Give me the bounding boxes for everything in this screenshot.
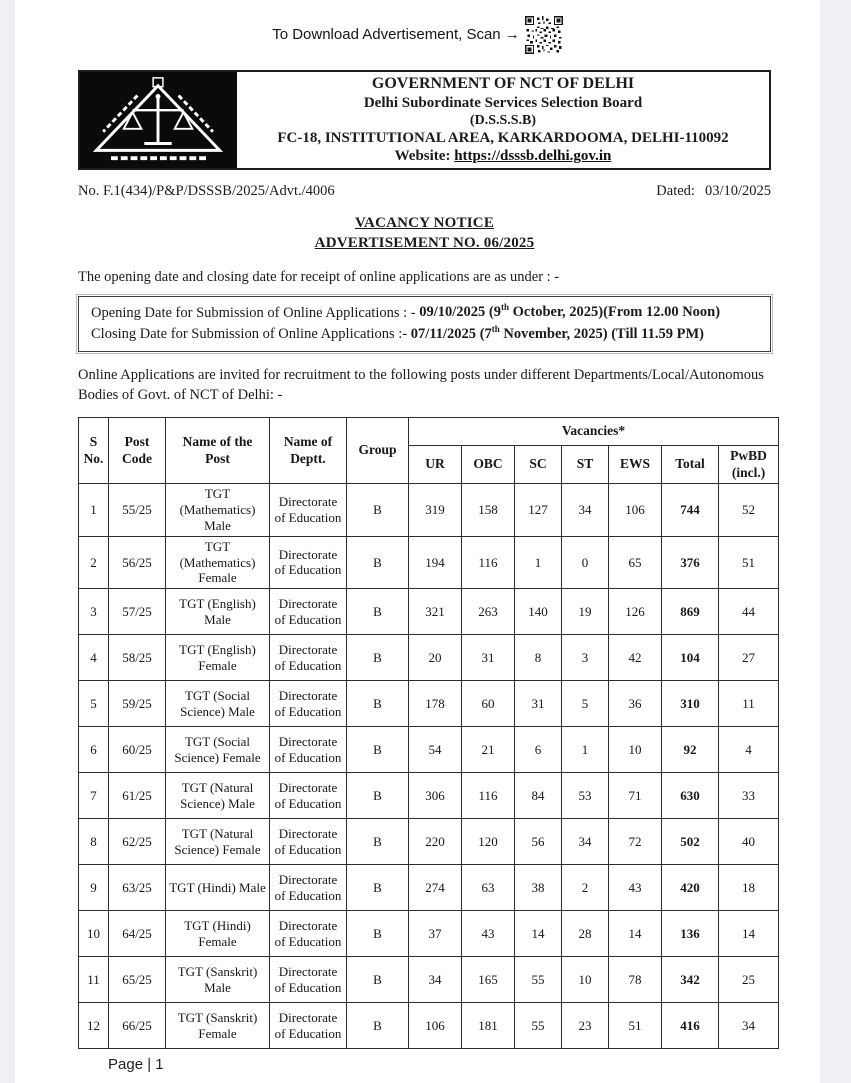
cell-st: 34 [562, 484, 609, 537]
cell-ews: 36 [609, 681, 662, 727]
cell-sc: 31 [515, 681, 562, 727]
cell-sno: 7 [79, 773, 109, 819]
cell-st: 53 [562, 773, 609, 819]
table-row [79, 727, 779, 773]
dated: Dated: 03/10/2025 [656, 183, 771, 199]
cell-post_name: TGT (Mathematics) Female [166, 536, 270, 589]
cell-total: 416 [662, 1003, 719, 1049]
cell-obc: 63 [462, 865, 515, 911]
cell-group: B [347, 681, 409, 727]
table-row [79, 865, 779, 911]
letterhead [78, 70, 771, 170]
reference-row [78, 183, 771, 200]
cell-post_name: TGT (Natural Science) Male [166, 773, 270, 819]
cell-ews: 43 [609, 865, 662, 911]
table-row [79, 773, 779, 819]
cell-pwbd: 40 [719, 819, 779, 865]
board-name: Delhi Subordinate Services Selection Board [363, 94, 643, 111]
cell-dept: Directorate of Education [270, 911, 347, 957]
cell-post_name: TGT (Mathematics) Male [166, 484, 270, 537]
header-vacancies: Vacancies* [409, 418, 779, 446]
cell-st: 28 [562, 911, 609, 957]
cell-obc: 21 [462, 727, 515, 773]
cell-group: B [347, 911, 409, 957]
cell-pwbd: 18 [719, 865, 779, 911]
cell-group: B [347, 727, 409, 773]
header-post-name: Name of the Post [166, 418, 270, 484]
cell-sc: 1 [515, 536, 562, 589]
cell-total: 342 [662, 957, 719, 1003]
header-pwbd: PwBD (incl.) [719, 446, 779, 484]
application-dates-box [78, 296, 771, 353]
dsssb-logo-icon [80, 72, 237, 168]
cell-post_name: TGT (Hindi) Male [166, 865, 270, 911]
cell-ur: 37 [409, 911, 462, 957]
cell-obc: 116 [462, 536, 515, 589]
cell-sc: 127 [515, 484, 562, 537]
cell-dept: Directorate of Education [270, 957, 347, 1003]
cell-pwbd: 11 [719, 681, 779, 727]
cell-total: 92 [662, 727, 719, 773]
cell-st: 3 [562, 635, 609, 681]
cell-post_name: TGT (Social Science) Male [166, 681, 270, 727]
cell-sno: 4 [79, 635, 109, 681]
header-total: Total [662, 446, 719, 484]
cell-total: 420 [662, 865, 719, 911]
cell-pwbd: 52 [719, 484, 779, 537]
table-row [79, 819, 779, 865]
header-sno: S No. [79, 418, 109, 484]
cell-sc: 84 [515, 773, 562, 819]
cell-ur: 178 [409, 681, 462, 727]
cell-dept: Directorate of Education [270, 484, 347, 537]
advertisement-no-title: ADVERTISEMENT NO. 06/2025 [314, 235, 535, 252]
scan-instruction-row [15, 0, 820, 56]
cell-dept: Directorate of Education [270, 773, 347, 819]
cell-sc: 6 [515, 727, 562, 773]
scan-instruction-text: To Download Advertisement, Scan → [272, 26, 520, 43]
cell-sc: 56 [515, 819, 562, 865]
cell-post_name: TGT (Natural Science) Female [166, 819, 270, 865]
header-ews: EWS [609, 446, 662, 484]
header-ur: UR [409, 446, 462, 484]
vacancy-table [78, 417, 779, 1049]
cell-group: B [347, 957, 409, 1003]
header-dept: Name of Deptt. [270, 418, 347, 484]
cell-ur: 54 [409, 727, 462, 773]
cell-pwbd: 4 [719, 727, 779, 773]
cell-post_code: 56/25 [109, 536, 166, 589]
cell-sc: 8 [515, 635, 562, 681]
cell-sc: 55 [515, 1003, 562, 1049]
cell-st: 0 [562, 536, 609, 589]
cell-ur: 306 [409, 773, 462, 819]
cell-sc: 14 [515, 911, 562, 957]
cell-dept: Directorate of Education [270, 589, 347, 635]
cell-dept: Directorate of Education [270, 681, 347, 727]
cell-pwbd: 25 [719, 957, 779, 1003]
cell-post_code: 63/25 [109, 865, 166, 911]
cell-pwbd: 51 [719, 536, 779, 589]
cell-post_code: 58/25 [109, 635, 166, 681]
cell-total: 376 [662, 536, 719, 589]
cell-group: B [347, 589, 409, 635]
cell-post_code: 57/25 [109, 589, 166, 635]
cell-ews: 78 [609, 957, 662, 1003]
cell-sno: 6 [79, 727, 109, 773]
cell-obc: 181 [462, 1003, 515, 1049]
qr-code-icon [525, 14, 563, 56]
cell-sc: 140 [515, 589, 562, 635]
cell-total: 744 [662, 484, 719, 537]
cell-st: 19 [562, 589, 609, 635]
cell-dept: Directorate of Education [270, 1003, 347, 1049]
table-row [79, 911, 779, 957]
cell-post_name: TGT (English) Female [166, 635, 270, 681]
cell-sno: 2 [79, 536, 109, 589]
cell-group: B [347, 635, 409, 681]
cell-ews: 71 [609, 773, 662, 819]
cell-obc: 120 [462, 819, 515, 865]
table-row [79, 536, 779, 589]
cell-post_name: TGT (Sanskrit) Male [166, 957, 270, 1003]
cell-sno: 3 [79, 589, 109, 635]
cell-total: 310 [662, 681, 719, 727]
cell-pwbd: 34 [719, 1003, 779, 1049]
intro-paragraph: The opening date and closing date for receipt of online applications are as under : - [78, 268, 560, 285]
cell-ews: 14 [609, 911, 662, 957]
cell-sc: 55 [515, 957, 562, 1003]
cell-ur: 274 [409, 865, 462, 911]
cell-total: 104 [662, 635, 719, 681]
website-link[interactable]: https://dsssb.delhi.gov.in [454, 148, 612, 165]
cell-pwbd: 14 [719, 911, 779, 957]
cell-pwbd: 44 [719, 589, 779, 635]
cell-sno: 1 [79, 484, 109, 537]
cell-st: 5 [562, 681, 609, 727]
vacancy-notice-title: VACANCY NOTICE [354, 215, 495, 231]
cell-dept: Directorate of Education [270, 819, 347, 865]
cell-post_name: TGT (Hindi) Female [166, 911, 270, 957]
cell-ur: 20 [409, 635, 462, 681]
cell-post_code: 65/25 [109, 957, 166, 1003]
header-st: ST [562, 446, 609, 484]
cell-dept: Directorate of Education [270, 536, 347, 589]
cell-ews: 10 [609, 727, 662, 773]
cell-total: 630 [662, 773, 719, 819]
cell-dept: Directorate of Education [270, 865, 347, 911]
cell-ur: 220 [409, 819, 462, 865]
cell-ur: 321 [409, 589, 462, 635]
header-sc: SC [515, 446, 562, 484]
cell-sno: 10 [79, 911, 109, 957]
cell-post_code: 60/25 [109, 727, 166, 773]
cell-obc: 158 [462, 484, 515, 537]
cell-group: B [347, 865, 409, 911]
cell-obc: 31 [462, 635, 515, 681]
vacancy-table-body [79, 484, 779, 1049]
cell-ews: 106 [609, 484, 662, 537]
closing-date-line: Closing Date for Submission of Online Applications :- 07/11/2025 (7th November, 2025) (Till 11.59 PM) [91, 324, 704, 343]
reference-number: No. F.1(434)/P&P/DSSSB/2025/Advt./4006 [78, 183, 335, 199]
cell-obc: 165 [462, 957, 515, 1003]
cell-total: 869 [662, 589, 719, 635]
notice-titles [78, 213, 771, 254]
cell-st: 1 [562, 727, 609, 773]
cell-ews: 51 [609, 1003, 662, 1049]
board-abbr: (D.S.S.S.B) [469, 113, 537, 129]
cell-post_code: 66/25 [109, 1003, 166, 1049]
cell-group: B [347, 536, 409, 589]
cell-post_name: TGT (English) Male [166, 589, 270, 635]
cell-post_code: 59/25 [109, 681, 166, 727]
body-paragraph: Online Applications are invited for recruitment to the following posts under different Departments/Local/Autonomous Bodies of Govt. of NCT of Delhi: - [78, 367, 764, 404]
cell-sno: 8 [79, 819, 109, 865]
cell-dept: Directorate of Education [270, 635, 347, 681]
cell-post_code: 62/25 [109, 819, 166, 865]
cell-ur: 194 [409, 536, 462, 589]
cell-ur: 106 [409, 1003, 462, 1049]
cell-post_code: 55/25 [109, 484, 166, 537]
cell-post_code: 61/25 [109, 773, 166, 819]
cell-obc: 43 [462, 911, 515, 957]
document-page [15, 0, 820, 1083]
govt-title: GOVERNMENT OF NCT OF DELHI [371, 75, 635, 93]
cell-pwbd: 33 [719, 773, 779, 819]
cell-pwbd: 27 [719, 635, 779, 681]
cell-post_name: TGT (Sanskrit) Female [166, 1003, 270, 1049]
cell-obc: 263 [462, 589, 515, 635]
table-row [79, 484, 779, 537]
cell-total: 136 [662, 911, 719, 957]
letterhead-text [237, 72, 769, 168]
website-label: Website: [394, 148, 455, 165]
cell-ur: 34 [409, 957, 462, 1003]
header-group: Group [347, 418, 409, 484]
page-number: Page | 1 [108, 1056, 164, 1074]
cell-ews: 72 [609, 819, 662, 865]
cell-dept: Directorate of Education [270, 727, 347, 773]
cell-sno: 9 [79, 865, 109, 911]
cell-post_code: 64/25 [109, 911, 166, 957]
website-line [241, 147, 765, 165]
cell-group: B [347, 484, 409, 537]
cell-ur: 319 [409, 484, 462, 537]
table-row [79, 957, 779, 1003]
cell-sc: 38 [515, 865, 562, 911]
cell-ews: 65 [609, 536, 662, 589]
table-row [79, 1003, 779, 1049]
cell-ews: 42 [609, 635, 662, 681]
cell-ews: 126 [609, 589, 662, 635]
table-row [79, 681, 779, 727]
cell-sno: 5 [79, 681, 109, 727]
header-obc: OBC [462, 446, 515, 484]
cell-obc: 116 [462, 773, 515, 819]
cell-post_name: TGT (Social Science) Female [166, 727, 270, 773]
opening-date-line: Opening Date for Submission of Online Applications : - 09/10/2025 (9th October, 2025)(From 12.00 Noon) [91, 302, 721, 321]
cell-sno: 12 [79, 1003, 109, 1049]
cell-group: B [347, 1003, 409, 1049]
board-address: FC-18, INSTITUTIONAL AREA, KARKARDOOMA, DELHI-110092 [277, 130, 729, 147]
cell-obc: 60 [462, 681, 515, 727]
table-row [79, 635, 779, 681]
table-row [79, 589, 779, 635]
cell-group: B [347, 819, 409, 865]
cell-group: B [347, 773, 409, 819]
cell-sno: 11 [79, 957, 109, 1003]
cell-st: 2 [562, 865, 609, 911]
cell-st: 10 [562, 957, 609, 1003]
cell-total: 502 [662, 819, 719, 865]
cell-st: 23 [562, 1003, 609, 1049]
header-post-code: Post Code [109, 418, 166, 484]
cell-st: 34 [562, 819, 609, 865]
